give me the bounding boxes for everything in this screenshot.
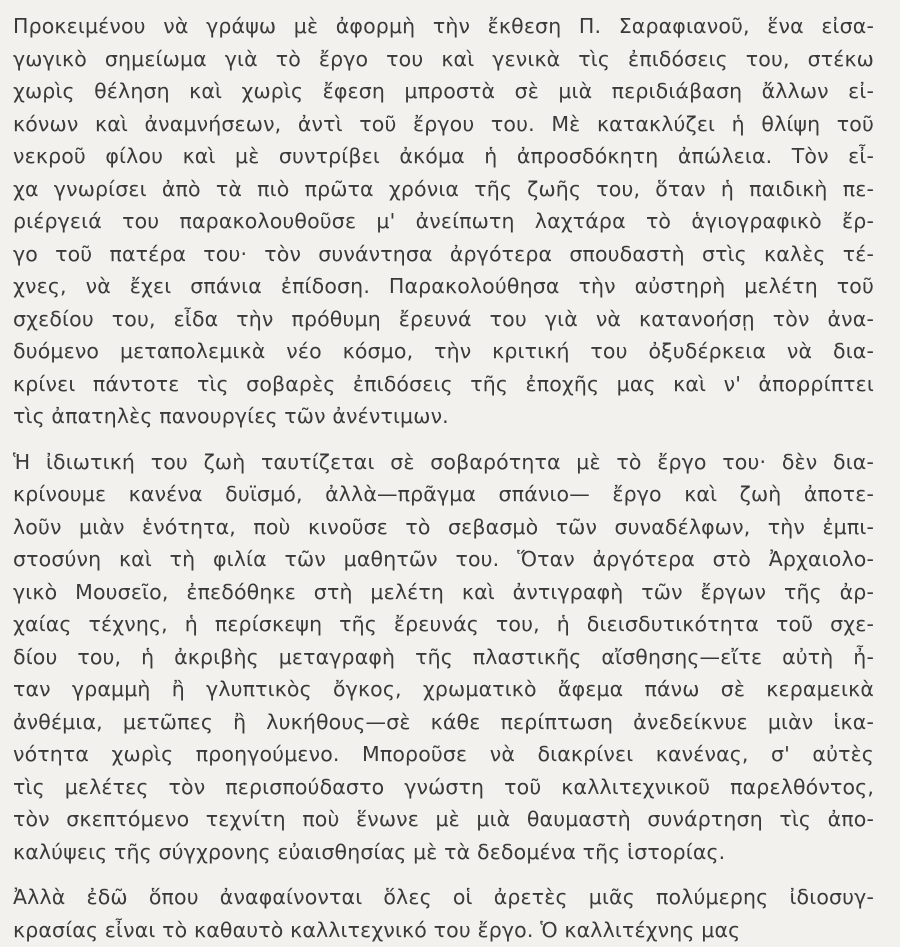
text-line: τὸν σκεπτόμενο τεχνίτη ποὺ ἕνωνε μὲ μιὰ θαυμαστὴ συνάρτηση τὶς ἀπο- [13,807,874,831]
text-line: ριέργειά του παρακολουθοῦσε μ' ἀνείπωτη λαχτάρα τὸ ἁγιογραφικὸ ἔρ- [13,209,874,233]
paragraph [13,10,874,433]
text-line: Ἡ ἰδιωτική του ζωὴ ταυτίζεται σὲ σοβαρότητα μὲ τὸ ἔργο του· δὲν δια- [13,449,874,474]
text-line: χωρὶς θέληση καὶ χωρὶς ἔφεση μπροστὰ σὲ μιὰ περιδιάβαση ἄλλων εἰ- [13,79,874,103]
text-line: γικὸ Μουσεῖο, ἐπεδόθηκε στὴ μελέτη καὶ ἀντιγραφὴ τῶν ἔργων τῆς ἀρ- [13,579,874,604]
paragraph [13,446,874,869]
text-line: κρίνει πάντοτε τὶς σοβαρὲς ἐπιδόσεις τῆς ἐποχῆς μας καὶ ν' ἀπορρίπτει [13,371,874,396]
text-line: Προκειμένου νὰ γράψω μὲ ἀφορμὴ τὴν ἔκθεση Π. Σαραφιανοῦ, ἕνα εἰσα- [13,14,874,38]
text-line: κρασίας εἶναι τὸ καθαυτὸ καλλιτεχνικό του ἔργο. Ὁ καλλιτέχνης μας [13,917,741,942]
text-line: γο τοῦ πατέρα του· τὸν συνάντησα ἀργότερα σπουδαστὴ στὶς καλὲς τέ- [13,241,874,266]
text-line: χα γνωρίσει ἀπὸ τὰ πιὸ πρῶτα χρόνια τῆς ζωῆς του, ὅταν ἡ παιδικὴ πε- [13,176,874,201]
text-line: γωγικὸ σημείωμα γιὰ τὸ ἔργο του καὶ γενικὰ τὶς ἐπιδόσεις του, στέκω [13,46,874,71]
text-line: κόνων καὶ ἀναμνήσεων, ἀντὶ τοῦ ἔργου του. Μὲ κατακλύζει ἡ θλίψη τοῦ [13,111,874,136]
text-line: ταν γραμμὴ ἢ γλυπτικὸς ὄγκος, χρωματικὸ ἄφεμα πάνω σὲ κεραμεικὰ [13,677,874,701]
text-line: δυόμενο μεταπολεμικὰ νέο κόσμο, τὴν κριτική του ὀξυδέρκεια νὰ δια- [13,339,874,363]
text-line: καλύψεις τῆς σύγχρονης εὐαισθησίας μὲ τὰ δεδομένα τῆς ἱστορίας. [13,839,726,864]
text-line: σχεδίου του, εἶδα τὴν πρόθυμη ἔρευνά του γιὰ νὰ κατανοήσῃ τὸν ἀνα- [13,306,874,331]
text-line: ἀνθέμια, μετῶπες ἢ λυκήθους—σὲ κάθε περίπτωση ἀνεδείκνυε μιὰν ἱκα- [13,709,874,734]
text-line: λοῦν μιὰν ἑνότητα, ποὺ κινοῦσε τὸ σεβασμὸ τῶν συναδέλφων, τὴν ἐμπι- [13,514,874,539]
text-line: χαίας τέχνης, ἡ περίσκεψη τῆς ἔρευνάς του, ἡ διεισδυτικότητα τοῦ σχε- [13,612,874,636]
text-line: στοσύνη καὶ τὴ φιλία τῶν μαθητῶν του. Ὅταν ἀργότερα στὸ Ἀρχαιολο- [13,547,874,571]
text-line: χνες, νὰ ἔχει σπάνια ἐπίδοση. Παρακολούθησα τὴν αὐστηρὴ μελέτη τοῦ [13,274,874,298]
text-line: τὶς ἀπατηλὲς πανουργίες τῶν ἀνέντιμων. [13,404,449,428]
text-line: τὶς μελέτες τὸν περισπούδαστο γνώστη τοῦ καλλιτεχνικοῦ παρελθόντος, [13,774,874,799]
document-body [13,10,874,946]
text-line: Ἀλλὰ ἐδῶ ὅπου ἀναφαίνονται ὅλες οἱ ἀρετὲς μιᾶς πολύμερης ἰδιοσυγ- [13,885,874,909]
text-line: νότητα χωρὶς προηγούμενο. Μποροῦσε νὰ διακρίνει κανένας, σ' αὐτὲς [13,742,874,766]
paragraph [13,881,874,946]
text-line: κρίνουμε κανένα δυϊσμό, ἀλλὰ—πρᾶγμα σπάνιο— ἔργο καὶ ζωὴ ἀποτε- [13,482,874,506]
text-line: νεκροῦ φίλου καὶ μὲ συντρίβει ἀκόμα ἡ ἀπροσδόκητη ἀπώλεια. Τὸν εἶ- [13,144,874,168]
text-line: δίου του, ἡ ἀκριβὴς μεταγραφὴ τῆς πλαστικῆς αἴσθησης—εἴτε αὐτὴ ἦ- [13,644,874,669]
